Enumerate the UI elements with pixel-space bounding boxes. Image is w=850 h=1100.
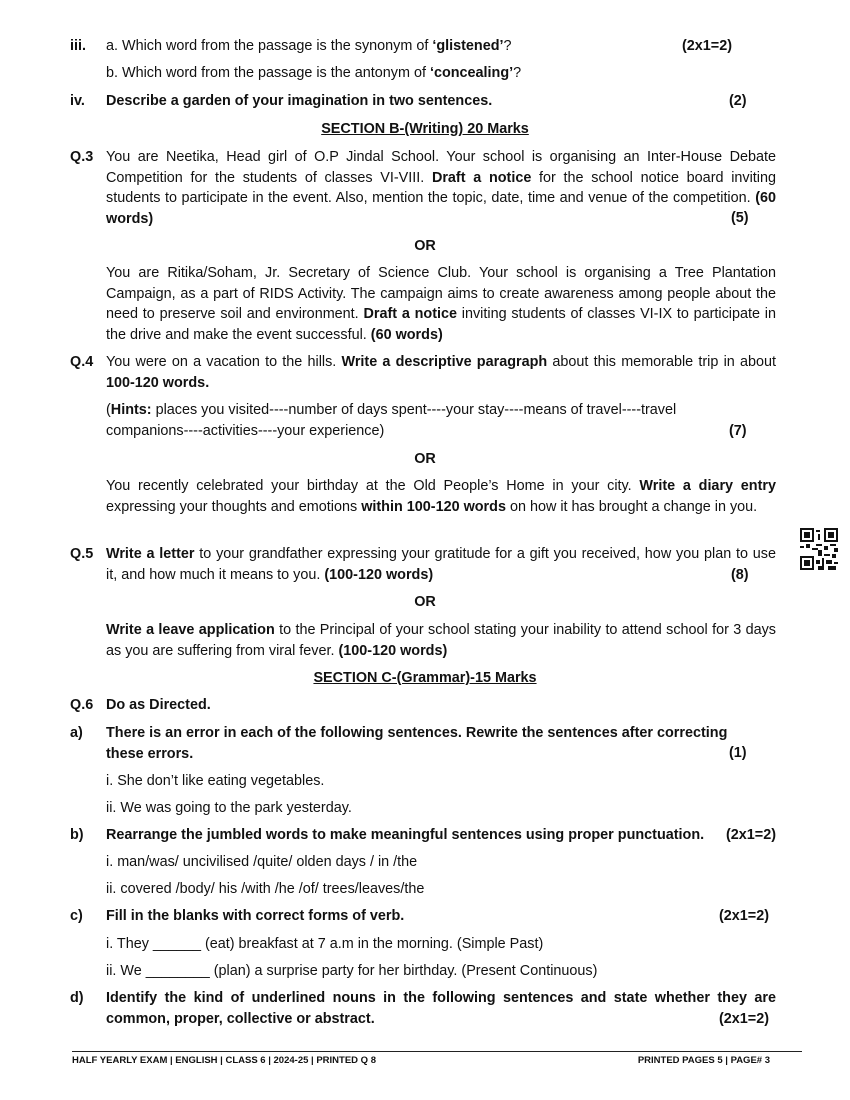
question-text: You were on a vacation to the hills. Write a descriptive paragraph about this memorable trip in about 100-120 words.	[106, 354, 776, 391]
or-divider: OR	[414, 451, 436, 467]
item-text: i. She don’t like eating vegetables.	[106, 773, 325, 789]
question-number: Q.5	[70, 546, 94, 562]
question-number: Q.4	[70, 354, 94, 370]
question-text: Rearrange the jumbled words to make meaningful sentences using proper punctuation.	[106, 827, 705, 843]
qr-code-icon	[800, 528, 838, 570]
subquestion-label: d)	[70, 990, 84, 1006]
marks: (2x1=2)	[719, 1011, 770, 1027]
marks: (1)	[729, 745, 747, 761]
question-text: a. Which word from the passage is the synonym of ‘glistened’?	[106, 38, 512, 54]
footer-right: PRINTED PAGES 5 | PAGE# 3	[637, 1055, 770, 1066]
or-divider: OR	[414, 594, 436, 610]
question-text: b. Which word from the passage is the antonym of ‘concealing’?	[106, 65, 522, 81]
item-text: ii. We was going to the park yesterday.	[106, 800, 352, 816]
question-text: Describe a garden of your imagination in two sentences.	[106, 93, 493, 109]
footer-left: HALF YEARLY EXAM | ENGLISH | CLASS 6 | 2024-25 | PRINTED Q 8	[72, 1055, 376, 1066]
question-text: Write a letter to your grandfather expressing your gratitude for a gift you received, how you plan to use it, and how much it means to you. (100-120 words)	[106, 546, 776, 583]
question-text: Write a leave application to the Principal of your school stating your inability to attend school for 3 days as you are suffering from viral fever. (100-120 words)	[106, 622, 776, 659]
question-number: iii.	[70, 38, 86, 54]
subquestion-label: b)	[70, 827, 84, 843]
question-text: There is an error in each of the following sentences. Rewrite the sentences after correcting these errors.	[106, 725, 728, 762]
or-divider: OR	[414, 238, 436, 254]
marks: (2x1=2)	[726, 827, 777, 843]
hints-text: (Hints: places you visited----number of days spent----your stay----means of travel----travel companions----activities----your experience)	[106, 402, 677, 439]
marks: (5)	[731, 210, 749, 226]
item-text: i. They ______ (eat) breakfast at 7 a.m in the morning. (Simple Past)	[106, 936, 544, 952]
section-heading: SECTION B-(Writing) 20 Marks	[321, 121, 529, 137]
question-text: You recently celebrated your birthday at the Old People’s Home in your city. Write a diary entry expressing your thoughts and emotions within 100-120 words on how it has brought a change in you.	[106, 478, 776, 515]
question-text: Fill in the blanks with correct forms of verb.	[106, 908, 405, 924]
marks: (2)	[729, 93, 747, 109]
marks: (2x1=2)	[682, 38, 733, 54]
item-text: ii. covered /body/ his /with /he /of/ trees/leaves/the	[106, 881, 425, 897]
marks: (2x1=2)	[719, 908, 770, 924]
question-number: Q.6	[70, 697, 94, 713]
question-text: Identify the kind of underlined nouns in the following sentences and state whether they are common, proper, collective or abstract.	[106, 990, 776, 1027]
question-text: You are Ritika/Soham, Jr. Secretary of Science Club. Your school is organising a Tree Plantation Campaign, as a part of RIDS Activity. The campaign aims to create awareness among people about the need to preserve soil and environment. Draft a notice inviting students of classes VI-IX to participate in the drive and make the event successful. (60 words)	[106, 265, 776, 343]
footer-rule	[72, 1051, 802, 1052]
marks: (7)	[729, 423, 747, 439]
subquestion-label: c)	[70, 908, 83, 924]
item-text: ii. We ________ (plan) a surprise party for her birthday. (Present Continuous)	[106, 963, 598, 979]
marks: (8)	[731, 567, 749, 583]
question-number: Q.3	[70, 149, 94, 165]
item-text: i. man/was/ uncivilised /quite/ olden days / in /the	[106, 854, 418, 870]
subquestion-label: a)	[70, 725, 83, 741]
section-heading: SECTION C-(Grammar)-15 Marks	[313, 670, 537, 686]
question-text: You are Neetika, Head girl of O.P Jindal School. Your school is organising an Inter-House Debate Competition for the students of classes VI-VIII. Draft a notice for the school notice board inviting students to participate in the event. Also, mention the topic, date, time and venue of the competition. (60 words)	[106, 149, 776, 227]
question-number: iv.	[70, 93, 85, 109]
question-text: Do as Directed.	[106, 697, 211, 713]
